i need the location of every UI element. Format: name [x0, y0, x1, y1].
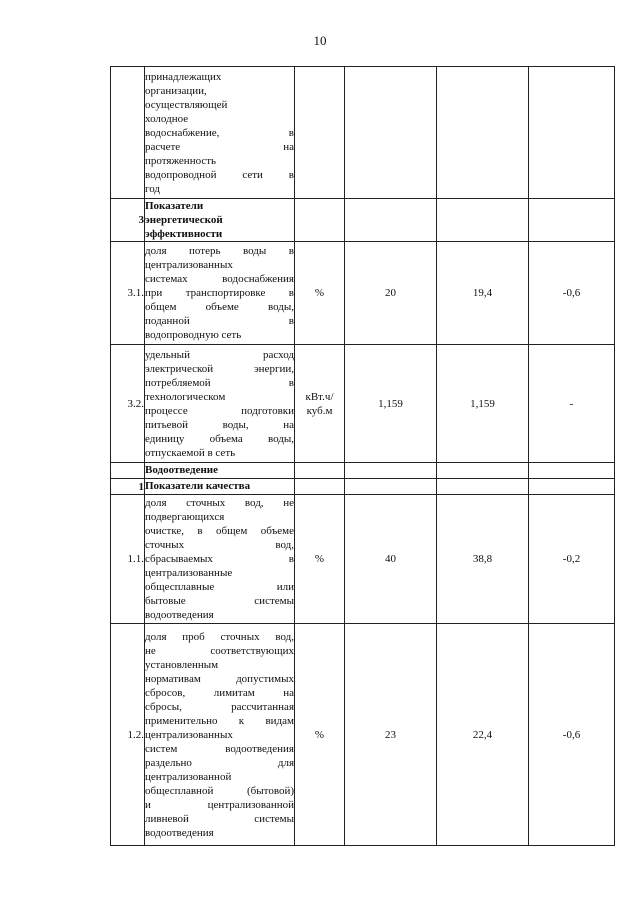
value-2-cell: 38,8	[437, 495, 529, 624]
description-line: систем водоотведения	[145, 742, 294, 755]
unit-cell: %	[295, 242, 345, 345]
row-number: 1	[111, 479, 145, 495]
indicator-description	[145, 495, 295, 624]
description-line: энергетической	[145, 214, 223, 226]
description-line: электрической энергии,	[145, 362, 294, 375]
description-line: водопроводной сети в	[145, 168, 294, 181]
description-line: доля потерь воды в	[145, 245, 294, 257]
table-row	[111, 67, 615, 199]
description-line: ливневой системы	[145, 812, 294, 825]
unit-cell: %	[295, 624, 345, 846]
description-line: эффективности	[145, 228, 223, 240]
description-line: поданной в	[145, 315, 294, 327]
description-line: протяженность	[145, 154, 217, 167]
description-line: применительно к видам	[145, 714, 294, 727]
description-line: общем объеме воды,	[145, 301, 294, 313]
row-number: 3.1.	[111, 242, 145, 345]
description-line: сбросы, рассчитанная	[145, 700, 294, 713]
table-row	[111, 345, 615, 463]
value-3-cell	[529, 67, 615, 199]
value-1-cell	[345, 479, 437, 495]
indicator-description	[145, 199, 295, 242]
value-1-cell: 1,159	[345, 345, 437, 463]
unit-cell: %	[295, 495, 345, 624]
indicator-description	[145, 242, 295, 345]
description-line: раздельно для	[145, 756, 294, 769]
value-1-cell	[345, 463, 437, 479]
table-row	[111, 479, 615, 495]
row-number: 1.1.	[111, 495, 145, 624]
value-2-cell: 22,4	[437, 624, 529, 846]
value-1-cell: 23	[345, 624, 437, 846]
unit-cell	[295, 199, 345, 242]
description-line: год	[145, 182, 161, 195]
row-number: 1.2.	[111, 624, 145, 846]
description-line: водопроводную сеть	[145, 329, 242, 341]
description-line: организации,	[145, 84, 207, 97]
indicator-description	[145, 345, 295, 463]
indicator-description	[145, 463, 295, 479]
value-2-cell: 1,159	[437, 345, 529, 463]
indicator-description	[145, 67, 295, 199]
unit-cell	[295, 463, 345, 479]
value-1-cell: 40	[345, 495, 437, 624]
value-2-cell: 19,4	[437, 242, 529, 345]
description-line: питьевой воды, на	[145, 418, 294, 431]
table-row	[111, 463, 615, 479]
description-line: подвергающихся	[145, 511, 225, 523]
description-line: сбросов, лимитам на	[145, 686, 294, 699]
description-line: сточных вод,	[145, 539, 294, 551]
description-line: централизованной	[145, 770, 232, 783]
description-line: единицу объема воды,	[145, 432, 294, 445]
indicator-description	[145, 479, 295, 495]
row-number	[111, 67, 145, 199]
description-line: водоотведения	[145, 609, 214, 621]
description-line: общесплавной (бытовой)	[145, 784, 294, 797]
value-1-cell	[345, 67, 437, 199]
value-2-cell	[437, 199, 529, 242]
unit-cell	[295, 479, 345, 495]
value-3-cell	[529, 199, 615, 242]
description-line: технологическом	[145, 390, 226, 403]
description-line: расчете на	[145, 140, 294, 153]
description-line: бытовые системы	[145, 595, 294, 607]
row-number	[111, 463, 145, 479]
description-line: централизованных	[145, 728, 233, 741]
description-line: доля проб сточных вод,	[145, 630, 294, 643]
description-line: Показатели качества	[145, 480, 251, 492]
value-1-cell	[345, 199, 437, 242]
description-line: и централизованной	[145, 798, 294, 811]
unit-cell: кВт.ч/ куб.м	[295, 345, 345, 463]
description-line: холодное	[145, 112, 189, 125]
value-3-cell: -	[529, 345, 615, 463]
row-number: 3.2.	[111, 345, 145, 463]
value-3-cell	[529, 463, 615, 479]
indicators-table	[110, 66, 615, 846]
description-line: водоснабжение, в	[145, 126, 294, 139]
value-2-cell	[437, 479, 529, 495]
description-line: водоотведения	[145, 826, 214, 839]
description-line: централизованных	[145, 259, 233, 271]
description-line: Показатели	[145, 200, 204, 212]
description-line: процессе подготовки	[145, 404, 294, 417]
value-3-cell: -0,6	[529, 624, 615, 846]
value-2-cell	[437, 463, 529, 479]
description-line: общесплавные или	[145, 581, 294, 593]
description-line: доля сточных вод, не	[145, 497, 294, 509]
description-line: нормативам допустимых	[145, 672, 294, 685]
description-line: централизованные	[145, 567, 233, 579]
indicator-description	[145, 624, 295, 846]
description-line: осуществляющей	[145, 98, 228, 111]
value-1-cell: 20	[345, 242, 437, 345]
table-row	[111, 242, 615, 345]
description-line: сбрасываемых в	[145, 553, 294, 565]
row-number: 3	[111, 199, 145, 242]
description-line: очистке, в общем объеме	[145, 525, 294, 537]
description-line: системах водоснабжения	[145, 273, 294, 285]
table-row	[111, 624, 615, 846]
value-2-cell	[437, 67, 529, 199]
unit-cell	[295, 67, 345, 199]
value-3-cell	[529, 479, 615, 495]
description-line: при транспортировке в	[145, 287, 294, 299]
value-3-cell: -0,2	[529, 495, 615, 624]
description-line: потребляемой в	[145, 376, 294, 389]
description-line: отпускаемой в сеть	[145, 446, 236, 459]
description-line: установленным	[145, 658, 219, 671]
description-line: удельный расход	[145, 348, 294, 361]
page-number: 10	[313, 33, 327, 48]
table-row	[111, 495, 615, 624]
description-line: Водоотведение	[145, 464, 219, 476]
table-row	[111, 199, 615, 242]
description-line: не соответствующих	[145, 644, 294, 657]
value-3-cell: -0,6	[529, 242, 615, 345]
description-line: принадлежащих	[145, 70, 222, 83]
